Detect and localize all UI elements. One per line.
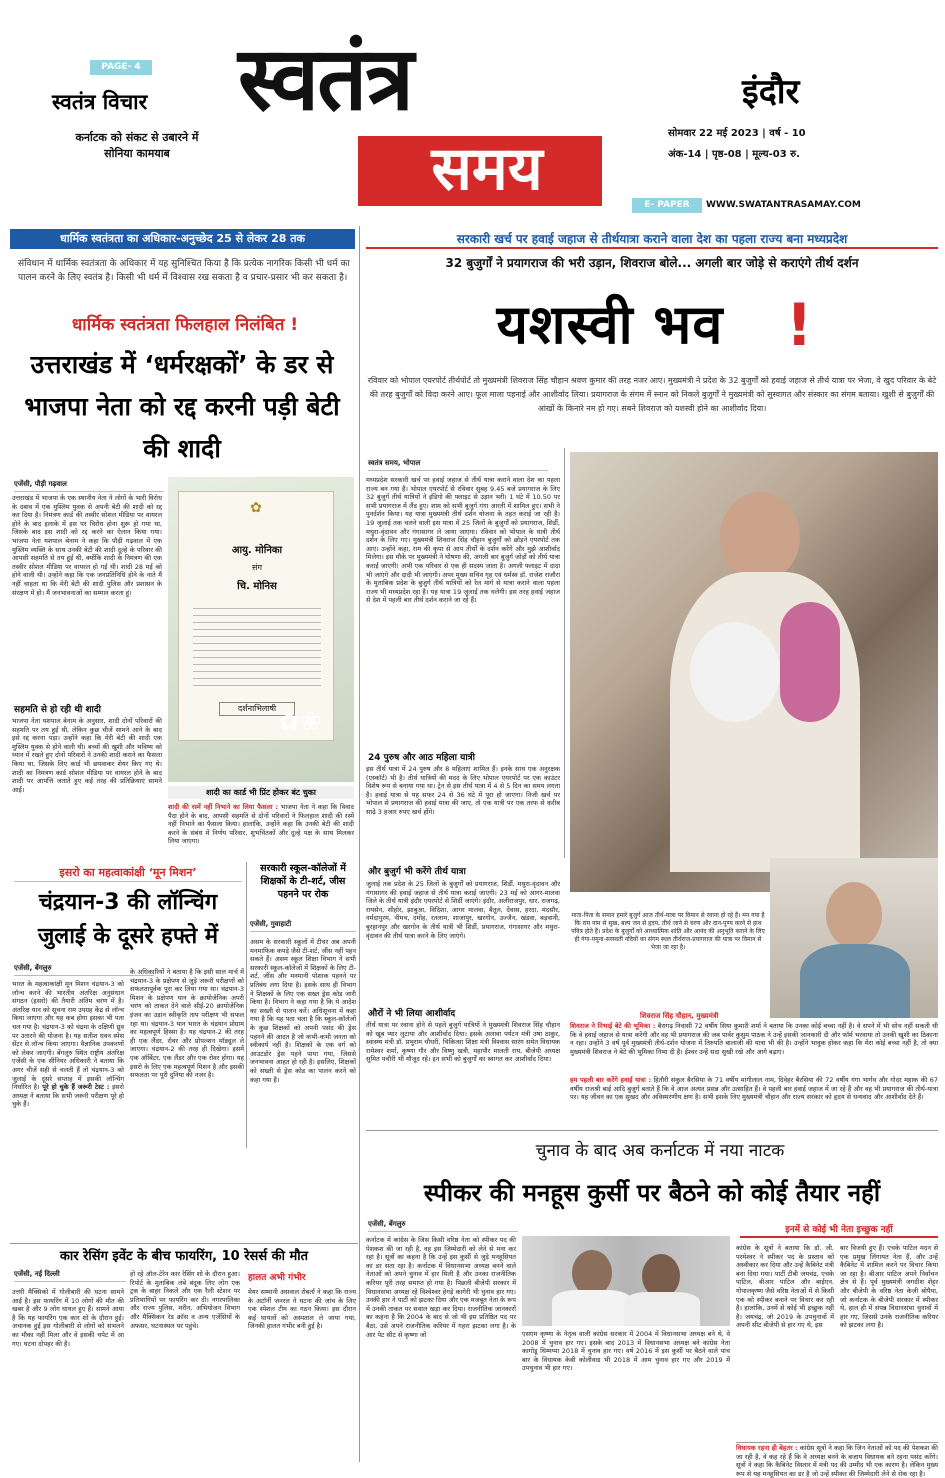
moon-kicker: इसरो का महत्वाकांक्षी ‘मून मिशन’: [14, 864, 242, 882]
karnataka-body-1b: राजनीतिक जानकारों का कहना है कि 2004 के बाद से जो भी इस प्रतिष्ठित पद पर बैठा, उसे अपने राजनीतिक करियर में गहरा झटका लगा है। के आर पेट सीट से कृष्णा जो: [366, 1304, 516, 1339]
yashasvi-byline: स्वतंत्र समय, भोपाल: [368, 459, 548, 471]
wedding-card: [178, 491, 334, 741]
moon-body-1: [12, 980, 124, 1220]
card-name2: चि. मोनिस: [237, 581, 277, 592]
issue-line: अंक-14 | पृष्ठ-08 | मूल्य-03 रु.: [668, 149, 800, 160]
card-title: आयु. मोनिका: [231, 545, 283, 556]
school-headline: सरकारी स्कूल-कॉलेजों में शिक्षकों के टी-शर्ट, जीस पहनने पर रोक: [260, 863, 346, 900]
racing-subhead: हालत अभी गंभीर: [248, 1273, 306, 1283]
section-subtitle: कर्नाटक को संकट से उबारने में सोनिया कामयाब: [75, 131, 199, 160]
left-headline: उत्तराखंड में ‘धर्मरक्षकों’ के डर से भाजपा नेता को रद्द करनी पड़ी बेटी की शादी: [24, 350, 340, 463]
yashasvi-exclaim: !: [786, 291, 813, 359]
elder-woman-head: [826, 882, 882, 948]
yashasvi-body-3: जुलाई तक प्रदेश के 25 जिलों के बुजुर्गों को प्रयागराज, शिर्डी, मथुरा-वृंदावन और गंगासागर की हवाई जहाज से तीर्थ यात्रा कराई जाएगी। 23 मई को आगर-मालवा जिले के तीर्थ यात्री इंदौर एयरपोर्ट से शिर्डी जाएंगे। इंदौर, अलीराजपुर, धार, राजगढ़, रायसेन, सीहोर, झाबुआ, विदिशा, आगर मालवा, बैतूल, देवास, हरदा, मंदसौर, नर्मदापुरम, नीमच, दमोह, रतलाम, शाजापुर, खरगोन, उज्जैन, खंडवा, बड़वानी, बुरहानपुर और खरगोन के तीर्थ यात्री भी शिर्डी, प्रयागराज, गंगासागर और मथुरा-वृंदावन की तीर्थ यात्रा करने के लिए जाएंगे।: [366, 880, 560, 940]
website-link[interactable]: WWW.SWATANTRASAMAY.COM: [706, 200, 861, 210]
yashasvi-subhead-2: और बुजुर्ग भी करेंगे तीर्थ यात्रा: [368, 867, 466, 877]
yashasvi-sub-strap: 32 बुजुर्गों ने प्रयागराज की भरी उड़ान, शिवराज बोले... अगली बार जोड़े से कराएंगे तीर्थ दर्शन: [445, 256, 859, 270]
flowers-decoration: ✿❀: [278, 707, 322, 737]
karnataka-body-5: [736, 1444, 938, 1478]
elder-head: [690, 622, 780, 722]
page-badge: PAGE- 4: [90, 60, 152, 75]
yashasvi-top-strap: सरकारी खर्च पर हवाई जहाज से तीर्थयात्रा कराने वाला देश का पहला राज्य बना मध्यप्रदेश: [366, 229, 938, 249]
embrace-figure-head: [720, 492, 800, 582]
left-body-3-text: भाजपा नेता ने कहा कि विवाद पैदा होने के बाद, आपसी सहमति से दोनों परिवारों ने फिलहाल शादी की रस्में नहीं निभाने का फैसला किया। हालांकि, उन्होंने कहा कि उनकी बेटी की शादी करने के संबंध में निर्णय परिवार, शुभचिंतकों और दूल्हे पक्ष के साथ मिलकर लिया जाएगा।: [168, 803, 354, 846]
racing-body-2: हो रहे ऑल-टेरेन कार रेसिंग शो के दौरान हुआ। रिपोर्ट के मुताबिक लंबे बंदूक लिए लोग एक ट्रक के बाहर निकले और एक रैली स्टेशन पर प्रतिभागियों पर फायरिंग कर दी। नगरपालिका और राज्य पुलिस, मरीन, अभियोजन विभाग और मैक्सिकन रेड क्रॉस व अन्य एजेंसियों के अफसर, घटनास्थल पर पहुंचे।: [130, 1270, 240, 1330]
left-body-3: [168, 803, 354, 851]
yashasvi-red-lead-2: हम पहली बार करेंगे हवाई यात्रा :: [570, 1076, 652, 1084]
yashasvi-deck: रविवार को भोपाल एयरपोर्ट तीर्थपोर्ट तो मुख्यमंत्री शिवराज सिंह चौहान श्रवण कुमार की तरह नजर आए। मुख्यमंत्री ने प्रदेश के 32 बुजुर्गों को हवाई जहाज से तीर्थ यात्रा पर भेजा, वे खुद परिवार के बेटे की तरह बुजुर्गों को विदा करने आए। फूल माला पहनाई और आशीर्वाद लिया। प्रयागराज के संगम में स्नान को निकले बुजुर्गों ने मुख्यमंत्री को सुस्वागत और संस्कार का संगम बताया। खुशी से बुजुर्गों की आंखों के किनारे नम हो गए। सबने शिवराज को यशस्वी होने का आशीर्वाद दिया।: [367, 376, 937, 413]
card-lines: [193, 602, 321, 692]
cm-quote-credit: शिवराज सिंह चौहान, मुख्यमंत्री: [640, 1012, 719, 1020]
racing-byline: एजेंसी, नई दिल्ली: [14, 1270, 126, 1282]
karnataka-body-5-text: कांग्रेस सूत्रों ने कहा कि जिन नेताओं को पद की पेशकश की जा रही है, वे कह रहे हैं कि वे अध्यक्ष बनने के बजाय विधायक बने रहना पसंद करेंगे। सूत्रों ने कहा कि कैबिनेट विस्तार में मंत्री पद की उम्मीद भी एक कारण है। लेकिन मुख्य रूप से यह मनहूसियत का डर है जो उन्हें स्पीकर की जिम्मेदारी लेने से रोक रहा है।: [736, 1444, 938, 1478]
leader-2-body: [624, 1292, 700, 1326]
yashasvi-subhead-3: औरों ने भी लिया आशीर्वाद: [368, 1009, 456, 1019]
karnataka-leaders-photo: [522, 1236, 730, 1326]
yashasvi-headline: यशस्वी भव: [496, 293, 724, 356]
masthead-top: स्वतंत्र: [238, 26, 412, 130]
yashasvi-body-5-text: बैरागढ़ निवासी 72 वर्षीय सिया कुमारी शर्मा ने बताया कि उनका कोई बच्चा नहीं है। वे सपने में भी सोच नहीं सकती थी कि वे हवाई जहाज से यात्रा करेंगी और वह भी प्रयागराज की जब पार्वर कुसुम पाठक ने उन्हें इसकी जानकारी दी और फॉर्म भरवाया तो उनकी खुशी का ठिकाना न रहा। उन्होंने 3 वर्ष पूर्व मुख्यमंत्री तीर्थ-दर्शन योजना में तिरुपति बालाजी की यात्रा भी की है। उन्होंने भावुक होकर कहा कि मेरा कोई बच्चा नहीं है, तो क्या मुख्यमंत्री शिवराज ने बेटे की भूमिका निभा दी है। ईश्वर उन्हें सदा सुखी रखे और आगे बढ़ाए।: [570, 1022, 938, 1056]
date-line: सोमवार 22 मई 2023 | वर्ष - 10: [668, 128, 806, 139]
moon-headline: चंद्रयान-3 की लॉन्चिंग जुलाई के दूसरे हफ्ते में: [37, 890, 219, 949]
yashasvi-body-2: इस तीर्थ यात्रा में 24 पुरुष और 8 महिलाएं शामिल हैं। इनके साथ एक अनुरक्षक (एस्कॉर्ट) भी है। तीर्थ यात्रियों की मदद के लिए भोपाल एयरपोर्ट पर एक काउंटर विशेष रूप से बनाया गया था। ट्रेन से इस तीर्थ यात्रा में 4 से 5 दिन का समय लगता है। हवाई यात्रा से यह सफर 24 से 36 घंटे में पूरा हो जाएगा। निजी खर्च पर भोपाल से प्रयागराज की हवाई यात्रा की जाए, तो एक यात्री पर एक तरफ से करीब साढ़े 3 हजार रुपए खर्च होंगे।: [366, 765, 560, 816]
karnataka-body-1-text: कर्नाटक में कांग्रेस के जिस किसी वरिष्ठ नेता को स्पीकर पद की पेशकश की जा रही है, वह इस जिम्मेदारी को लेने से मना कर रहा है। सूत्रों का कहना है कि उन्हें इस कुर्सी से जुड़े मनहूसियत का डर सता रहा है। कर्नाटक में विधानसभा अध्यक्ष बनने वाले नेताओं को अपने चुनाव में हार मिली है और उनका राजनीतिक करियर पूरी तरह समाप्त हो गया है। पिछली बीजेपी सरकार में विधानसभा अध्यक्ष रहे विश्वेश्वर हेगड़े कागेरी भी चुनाव हार गए। उनकी हार ने पार्टी को झटका दिया और एक मजबूत नेता के रूप में उनकी ताकत पर सवाल खड़ा कर दिया।: [366, 1236, 516, 1313]
elder-woman-photo: [770, 858, 938, 1018]
ganesh-icon: ✿: [250, 500, 262, 516]
left-red-lead: शादी की रस्में नहीं निभाने का लिया फैसला :: [168, 803, 279, 811]
moon-lead-2: पूरे हो चुके हैं जरूरी टेस्ट :: [42, 1083, 110, 1092]
yashasvi-body-4: तीर्थ यात्रा पर रवाना होने से पहले बुजुर्ग यात्रियों ने मुख्यमंत्री शिवराज सिंह चौहान को खूब प्यार लुटाया और आशीर्वाद दिया। इसके अलावा पर्यटन मंत्री उषा ठाकुर, स्वास्थ्य मंत्री डॉ. प्रभुराम चौधरी, चिकित्सा शिक्षा मंत्री विश्वास सारंग समेत विधायक रामेश्वर शर्मा, कृष्णा गौर और विष्णु खत्री, महापौर मालती राय, बीजेपी अध्यक्ष सुमित पचौरी भी मौजूद रहे। इन सभी को बुजुर्गों का स्वागत कर आशीर्वाद दिया।: [366, 1021, 560, 1064]
card-footer: दर्शनाभिलाषी: [219, 702, 295, 716]
school-body: असम के सरकारी स्कूलों में टीचर अब अपनी मनमाफिक कपड़े जैसे टी-शर्ट, जींस नहीं पहन सकते हैं। असम स्कूल शिक्षा विभाग ने सभी सरकारी स्कूल-कॉलेजों में शिक्षकों के लिए टी-शर्ट, जींस और मनमानी पोशाक पहनने पर प्रतिबंध लगा दिया है। इसके साथ ही विभाग ने शिक्षकों के लिए एक सख्त ड्रेस कोड जारी किया है। विभाग ने कहा गया है कि ये आदेश का सख्ती से पालन करें। अधिसूचना में कहा गया है कि यह पता चला है कि स्कूल-कॉलेजों के कुछ शिक्षकों को अपनी पसंद की ड्रेस पहनने की आदत है जो कभी-कभी जनता को स्वीकार्य नहीं है। शिक्षकों के एक वर्ग को आउटडोर ड्रेस पहने पाया गया, जिससे जनभावना आहत हो रही है। इसलिए, शिक्षकों को सख्ती से ड्रेस कोड का पालन करने को कहा गया है।: [250, 938, 356, 1084]
karnataka-body-4: बार विजयी हुए हैं। एचके पाटिल मदन से एक प्रमुख लिंगायत नेता हैं, और उन्हें कैबिनेट में शामिल करने पर विचार किया जा रहा है। बीआर पाटिल अपने निर्वाचन क्षेत्र से हैं। पूर्व मुख्यमंत्री जगदीश शेट्टर और बीजेपी के वरिष्ठ नेता केजी बोपैया, जो कर्नाटक के बीजेपी सरकार में स्पीकर थे, हाल ही में संपन्न विधानसभा चुनावों में हार गए, जिससे उनके राजनीतिक करियर को झटका लगा है।: [840, 1244, 938, 1330]
yashasvi-red-lead-1: शिवराज ने निभाई बेटे की भूमिका :: [570, 1022, 656, 1030]
yashasvi-body-6: [570, 1076, 938, 1122]
moon-body-1b: इसरो अध्यक्ष ने बताया कि सभी जरूरी परीक्षण पूरे हो चुके हैं।: [12, 1083, 124, 1109]
school-byline: एजेंसी, गुवाहाटी: [250, 920, 356, 932]
leader-1-body: [552, 1290, 632, 1326]
karnataka-body-2: एसएम कृष्णा के नेतृत्व वाली कांग्रेस सरकार में 2004 में विधानसभा अध्यक्ष बने थे, वे 2008 में चुनाव हार गए। इसके बाद 2013 में विधानसभा अध्यक्ष बने कांग्रेस नेता कागोडू थिम्मप्पा 2018 में चुनाव हार गए। वर्ष 2016 में इस कुर्सी पर बैठने वाले पांच बार के विधायक केबी कोलीवाड भी 2018 में आम चुनाव हार गए और 2019 में उपचुनाव भी हार गए।: [522, 1330, 730, 1373]
left-kicker: धार्मिक स्वतंत्रता फिलहाल निलंबित !: [71, 315, 299, 335]
city-name: इंदौर: [742, 72, 800, 112]
racing-body-1: उत्तरी मैक्सिको में गोलीबारी की घटना सामने आई है। इस फायरिंग में 10 लोगों की मौत की खबर है और 9 लोग घायल हुए हैं। सामने आया है कि यह फायरिंग एक कार शो के दौरान हुई। अचानक हुई इस गोलीबारी से लोगों को संभलने का मौका नहीं मिला और वे इसकी चपेट में आ गए। घटना दोपहर की है।: [12, 1288, 124, 1348]
section-title: स्वतंत्र विचार: [52, 90, 148, 114]
left-body-2: भाजपा नेता यशपाल बेनाम के अनुसार, शादी दोनों परिवारों की सहमति पर तय हुई थी, लेकिन कुछ चीजें सामने आने के बाद इसे रद्द करना पड़ा। उन्होंने कहा कि मेरी बेटी की शादी एक मुस्लिम युवक से होने वाली थी। बच्चों की खुशी और भविष्य को ध्यान में रखते हुए दोनों परिवारों ने उनकी शादी कराने का फैसला किया था, जिसके लिए कार्ड भी छपवाकर शेयर किए गए थे। शादी का निमंत्रण कार्ड सोशल मीडिया पर वायरल होने के बाद शादी पर आपत्ति जताते हुए कई तरह की प्रतिक्रियाएं सामने आईं।: [12, 717, 162, 794]
left-banner: धार्मिक स्वतंत्रता का अधिकार-अनुच्छेद 25 से लेकर 28 तक: [10, 229, 355, 249]
moon-body-1-text: भारत के महत्वाकांक्षी मून मिशन चंद्रयान-3 को लॉन्च करने की भारतीय अंतरिक्ष अनुसंधान संगठन (इसरो) की तैयारी अंतिम चरण में है। अंतरिक्ष यान को सूचना राम उपग्रह केंद्र से लॉन्च किया जाएगा और यह कब होगा इसका भी पता चल गया है। चंद्रयान-3 को चंद्रमा के दक्षिणी ध्रुव पर उतारने की योजना है। यह सतीश धवन स्पेस सेंटर से लॉन्च किया जाएगा। वैज्ञानिक उपकरणों को लेकर जाएगी। बेंगलुरु स्थित राष्ट्रीय अंतरिक्ष एजेंसी के एक सीनियर अधिकारी ने बताया कि अगर चीजें सही से चलती हैं तो चंद्रयान-3 को जुलाई के दूसरे सप्ताह में इसकी लॉन्चिंग निर्धारित है।: [12, 980, 124, 1092]
epaper-badge: E- PAPER: [632, 198, 702, 213]
wedding-card-photo: [168, 477, 354, 782]
racing-body-3: मेयर सम्मानी असवाल रोबर्ता ने कहा कि राज्य के अटॉर्नी जनरल ने घटना की जांच के लिए एक स्पेशल टीम का गठन किया। इस दौरान कई घायलों को अस्पताल ले जाया गया, जिनकी हालत गंभीर बनी हुई है।: [248, 1288, 356, 1331]
karnataka-byline: एजेंसी, बेंगलुरु: [368, 1220, 518, 1232]
karnataka-body-3: कांग्रेस के सूत्रों ने बताया कि डॉ. जी. परमेश्वर ने स्पीकर पद के प्रस्ताव को अस्वीकार कर दिया और उन्हें कैबिनेट मंत्री बना दिया गया। पार्टी टीबी जयचंद्र, एचके पाटिल, बीआर पाटिल और बाईएन. गोपालकृष्ण जैसे वरिष्ठ नेताओं में से किसी एक को स्पीकर बनाने पर विचार कर रही है। हालांकि, उनमें से कोई भी इच्छुक नहीं है। जयचंद्र, जो 2019 के उपचुनावों में अपनी सीट बीजेपी से हार गए थे, इस: [736, 1244, 834, 1330]
masthead-bottom: समय: [431, 134, 543, 204]
cm-embrace-photo: [570, 452, 938, 892]
moon-byline: एजेंसी, बेंगलुरु: [14, 964, 154, 976]
karnataka-box-label: इनमें से कोई भी नेता इच्छुक नहीं: [740, 1222, 938, 1238]
elder-woman-body: [800, 944, 910, 1018]
left-byline: एजेंसी, पौड़ी गढ़वाल: [14, 480, 164, 492]
yashasvi-subhead-1: 24 पुरुष और आठ महिला यात्री: [368, 753, 475, 763]
garland-decoration: [780, 602, 840, 722]
moon-body-2: के अधिकारियों ने बताया है कि इसी साल मार्च में चंद्रयान-3 के प्रक्षेपण से जुड़े जरूरी परीक्षणों को सफलतापूर्वक पूरा कर लिया गया था। चंद्रयान-3 मिशन के प्रक्षेपण यान के क्रायोजेनिक अपरी चरण को ताकत देने वाले सीई-20 क्रायोजेनिक इंजन का उड़ान स्वीकृति ताप परीक्षण भी सफल रहा था। चंद्रयान-3 यान भारत के चंद्रयान प्रोग्राम का महत्वपूर्ण हिस्सा है। यह चंद्रयान-2 की तरह ही एक लैंडर, रोवर और प्रोपल्शन मॉड्यूल ले जाएगा। चंद्रयान-2 की तरह ही दिखेगा। इसमें एक ऑर्बिटर, एक लैंडर और एक रोवर होगा। यह इसरो के लिए एक महत्वपूर्ण मिशन है और इसकी सफलता पर पूरी दुनिया की नजर है।: [130, 968, 244, 1080]
yashasvi-body-6-text: हितौरी संकुल बैरसिया के 71 वर्षीय मांगीलाल नाम, दिवेहर बैरसिया की 72 वर्षीय गंगा भार्गव और गोदर महाक की 67 वर्षीय राजश्री बाई आदि बुजुर्ग बताते हैं कि वे आज अत्यंत प्रसन्न और उत्साहित हैं। वे पहली बार हवाई जहाज में जा रहे हैं और वह भी प्रयागराज की तीर्थ-यात्रा पर। यह जीवन का एक सुखद और अविस्मरणीय क्षण है। सभी इसके लिए मुख्यमंत्री चौहान और राज्य सरकार को हृदय से धन्यवाद और आशीर्वाद देते हैं।: [570, 1076, 939, 1102]
yashasvi-body-1: मध्यप्रदेश सरकारी खर्च पर हवाई जहाज से तीर्थ यात्रा कराने वाला देश का पहला राज्य बन गया है। भोपाल एयरपोर्ट से रविवार सुबह 9.45 बजे प्रयागराज के लिए 32 बुजुर्ग तीर्थ यात्रियों ने इंडिगो की फ्लाइट से उड़ान भरी। 1 घंटे में 10.50 पर सभी प्रयागराज में लैंड हुए। शाम को सभी बुजुर्ग गंगा आरती में शामिल हुए। सभी ने पुनर्दर्शन किया। यह यात्रा मुख्यमंत्री तीर्थ दर्शन योजना के तहत कराई जा रही है। 19 जुलाई तक चलने वाली इस यात्रा में 25 जिलों के बुजुर्गों को प्रयागराज, शिर्डी, मथुरा-वृंदावन और गंगासागर ले जाया जाएगा। रविवार को भोपाल के यात्री तीर्थ दर्शन के लिए गए। मुख्यमंत्री शिवराज सिंह चौहान बुजुर्गों को छोड़ने एयरपोर्ट तक आए। उन्होंने कहा, राम की कृपा से आप तीर्थों के दर्शन करेंगे और मुझे आशीर्वाद मिलेगा। इस मौके पर मुख्यमंत्री ने घोषणा की, अगली बार बुजुर्ग जोड़ों को तीर्थ यात्रा कराई जाएगी। अभी एक परिवार से एक ही सदस्य जाता है। अगली फ्लाइट में दादा भी जाएंगे और दादी भी जाएंगी। अपर मुख्य सचिव गृह एवं धर्मस्व डॉ. राजेश राजौरा के मुताबिक प्रदेश के बुजुर्ग तीर्थ यात्रियों को रेल मार्ग से यात्रा कराने वाला पहला राज्य भी मध्यप्रदेश रहा है। यह यात्रा 19 जुलाई तक चलेगी। इस तरह हवाई जहाज से देश में पहली बार तीर्थ दर्शन कराने जा रहे हैं।: [366, 476, 560, 605]
yashasvi-body-5: [570, 1022, 938, 1074]
karnataka-kicker: चुनाव के बाद अब कर्नाटक में नया नाटक: [535, 1141, 785, 1161]
left-body-1: उत्तराखंड में भाजपा के एक स्थानीय नेता ने लोगों के भारी विरोध के दबाव में एक मुस्लिम युवक से अपनी बेटी की शादी को रद्द कर दिया है। निमंत्रण कार्ड की तस्वीर सोशल मीडिया पर वायरल होने के बाद इलाके में इस पर विरोध होना शुरू हो गया था, जिसके बाद इस शादी को रद्द करने का ऐलान किया गया। भाजपा नेता यशपाल बेनाम ने कहा कि पौड़ी गढ़वाल में एक मुस्लिम व्यक्ति के साथ उनकी बेटी की शादी दूल्हे के परिवार की आपसी सहमति से तय हुई थी, क्योंकि शादी के निमंत्रण की एक तस्वीर सोशल मीडिया पर वायरल हो गई थी। शादी 28 मई को होने वाली थी। उन्होंने कहा कि एक जनप्रतिनिधि होने के नाते मैं नहीं चाहता था कि मेरी बेटी की शादी पुलिस और प्रशासन के संरक्षण में हो। मैं जनभावनाओं का सम्मान करता हूं।: [12, 494, 162, 597]
card-with: संग: [252, 563, 262, 572]
racing-headline: कार रेसिंग इवेंट के बीच फायरिंग, 10 रेसर्स की मौत: [59, 1249, 309, 1264]
card-photo-caption: शादी का कार्ड भी प्रिंट होकर बंट चुका: [168, 786, 354, 799]
karnataka-headline: स्पीकर की मनहूस कुर्सी पर बैठने को कोई तैयार नहीं: [423, 1179, 881, 1207]
left-subhead-1: सहमति से हो रही थी शादी: [14, 705, 102, 715]
karnataka-red-lead: विधायक रहना ही बेहतर :: [736, 1444, 798, 1452]
karnataka-body-1: [366, 1236, 516, 1462]
cm-quote-caption: माता-पिता के समान हमारे बुजुर्ग आज तीर्थ-यात्रा पर विमान से रवाना हो रहे हैं। मन गया है कि राम नाम से सुख, बल्प जन से हृदय, तीर्थ जाने से चरण और दान-पुण्य करने से हाथ पवित्र होते हैं। प्रदेश के बुजुर्गों को आध्यात्मिक शांति और आनंद की अनुभूति कराने के लिए ही गंगा-यमुना-सरस्वती नदियों का संगम स्थल तीर्थराज-प्रयागराज की यात्रा पर विमान से भेजा जा रहा है।: [571, 912, 765, 951]
left-intro: संविधान में धार्मिक स्वतंत्रता के अधिकार में यह सुनिश्चित किया है कि प्रत्येक नागरिक किसी भी धर्म का पालन करने के लिए स्वतंत्र है। किसी भी धर्म में विश्वास रख सकता है व प्रचार-प्रसार भी कर सकता है।: [18, 259, 350, 283]
